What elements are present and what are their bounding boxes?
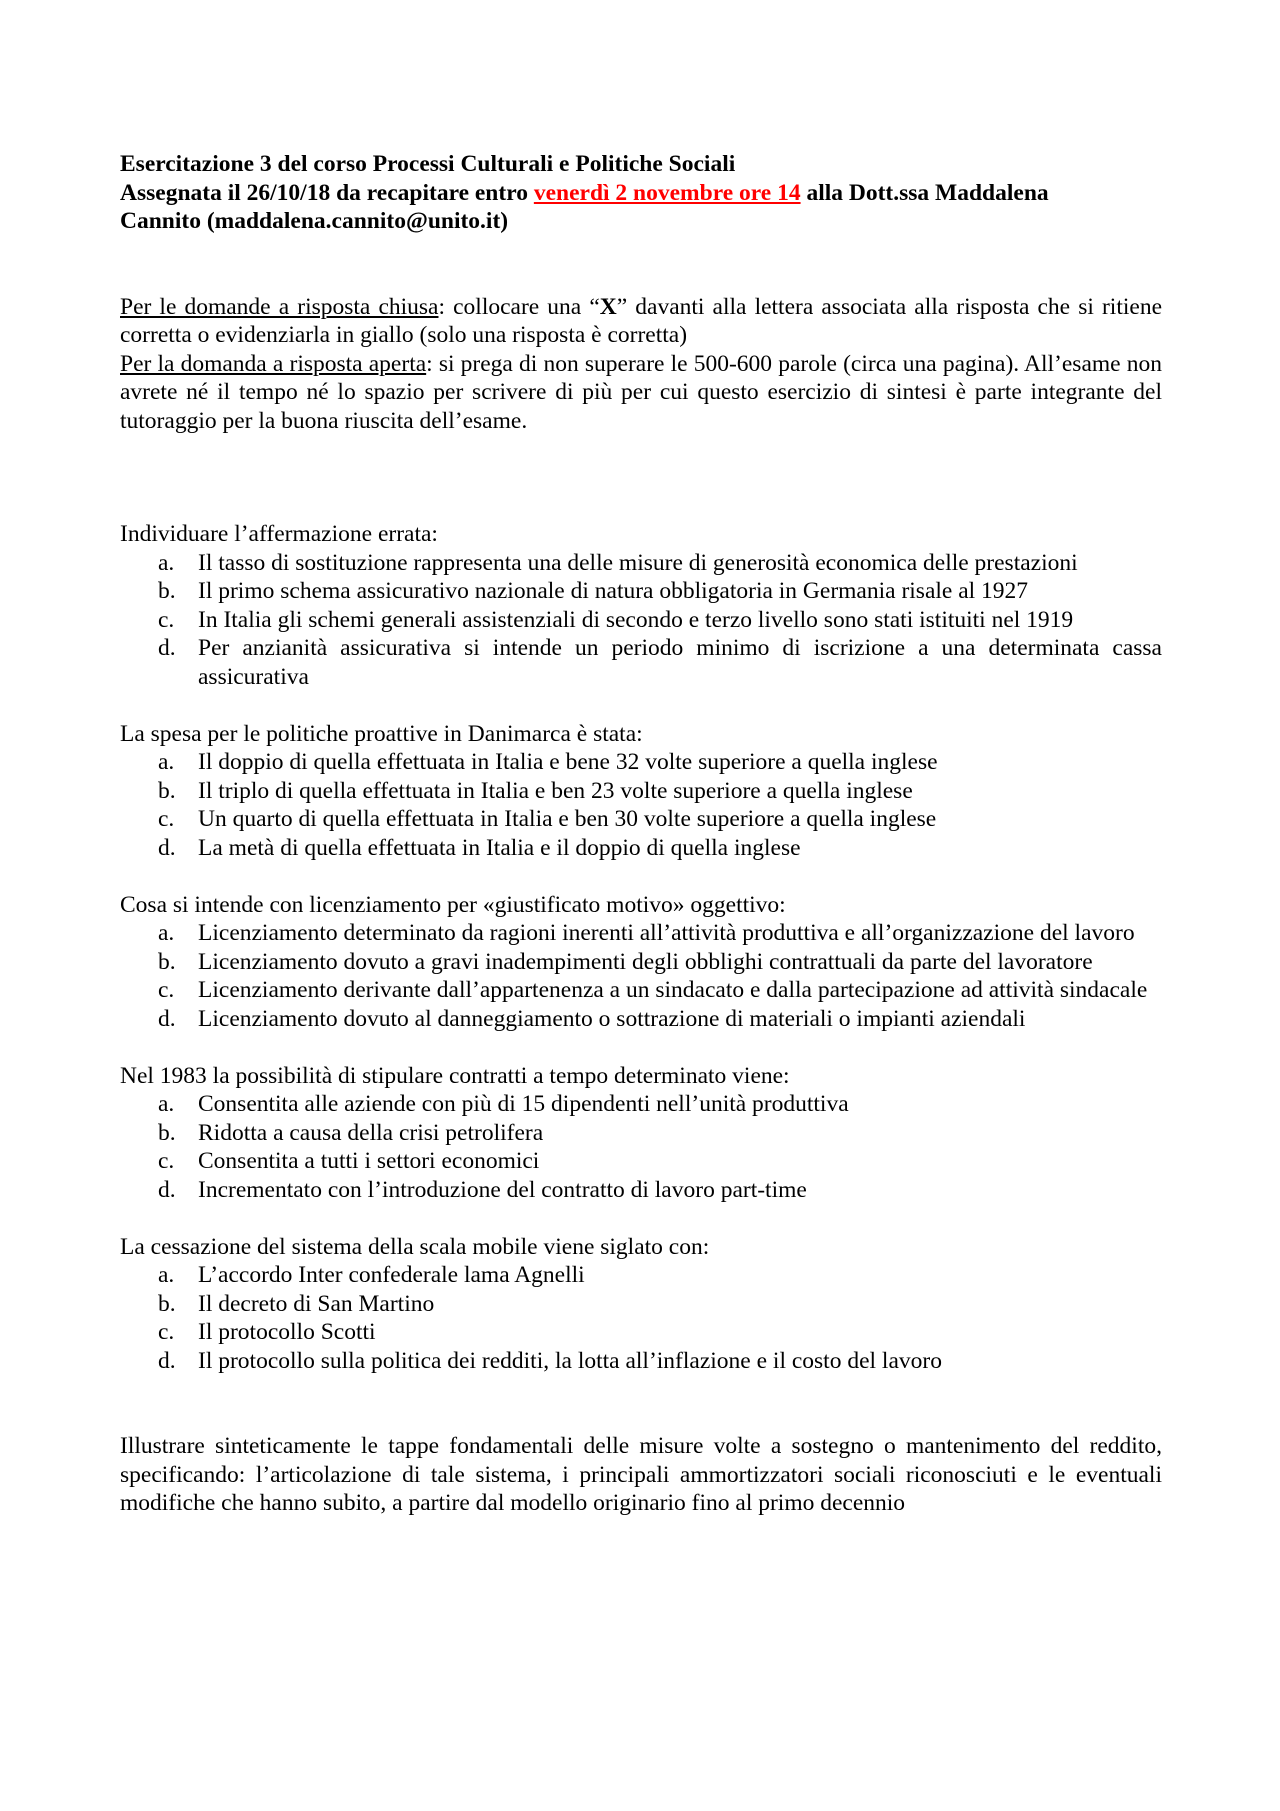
option-text: La metà di quella effettuata in Italia e il doppio di quella inglese <box>198 834 801 861</box>
header-title: Esercitazione 3 del corso Processi Culturali e Politiche Sociali <box>120 151 736 177</box>
option-letter: d. <box>158 834 176 861</box>
option-text: Licenziamento dovuto al danneggiamento o sottrazione di materiali o impianti aziendali <box>198 1005 1026 1032</box>
option-letter: c. <box>158 606 175 633</box>
option-text: Il doppio di quella effettuata in Italia e bene 32 volte superiore a quella inglese <box>198 749 938 775</box>
option-a <box>120 748 1162 777</box>
options-list <box>120 1261 1162 1375</box>
option-letter: b. <box>158 1290 176 1317</box>
option-letter: d. <box>158 635 176 661</box>
option-letter: d. <box>158 1176 176 1203</box>
instructions-open-label: Per la domanda a risposta aperta <box>120 350 427 377</box>
option-letter: a. <box>158 549 175 576</box>
option-c <box>120 1318 1162 1347</box>
options-list <box>120 1090 1162 1204</box>
header-assignment-suffix: alla Dott.ssa Maddalena <box>800 179 1049 206</box>
option-text: Licenziamento determinato da ragioni inerenti all’attività produttiva e all’organizzazione del lavoro <box>198 920 1135 946</box>
option-text: Un quarto di quella effettuata in Italia e ben 30 volte superiore a quella inglese <box>198 806 937 832</box>
question-3 <box>120 891 1162 1034</box>
option-a <box>120 1261 1162 1290</box>
question-text: Individuare l’affermazione errata: <box>120 521 438 547</box>
instructions-closed-label: Per le domande a risposta chiusa <box>120 293 439 320</box>
option-text: Il primo schema assicurativo nazionale di natura obbligatoria in Germania risale al 1927 <box>198 578 1029 604</box>
option-d <box>120 1347 1162 1376</box>
question-text: La cessazione del sistema della scala mobile viene siglato con: <box>120 1233 710 1260</box>
option-d <box>120 834 1162 863</box>
question-text: Nel 1983 la possibilità di stipulare contratti a tempo determinato viene: <box>120 1062 790 1089</box>
question-5 <box>120 1233 1162 1376</box>
option-d <box>120 1005 1162 1034</box>
option-letter: a. <box>158 749 175 775</box>
option-letter: a. <box>158 1091 175 1117</box>
option-c <box>120 976 1162 1005</box>
option-letter: a. <box>158 1262 175 1288</box>
option-text: Licenziamento dovuto a gravi inadempimenti degli obblighi contrattuali da parte del lavoratore <box>198 948 1093 975</box>
document-header <box>120 150 1162 236</box>
deadline-text: venerdì 2 novembre ore 14 <box>533 179 801 206</box>
option-c <box>120 606 1162 635</box>
option-text: Il protocollo sulla politica dei redditi, la lotta all’inflazione e il costo del lavoro <box>198 1347 942 1374</box>
option-text: Per anzianità assicurativa si intende un periodo minimo di iscrizione a una determinata cassa assicurativa <box>198 635 1162 690</box>
option-b <box>120 948 1162 977</box>
option-text: L’accordo Inter confederale lama Agnelli <box>198 1262 585 1288</box>
options-list <box>120 549 1162 692</box>
option-text: Consentita a tutti i settori economici <box>198 1148 540 1174</box>
option-text: Consentita alle aziende con più di 15 dipendenti nell’unità produttiva <box>198 1091 849 1117</box>
question-2 <box>120 720 1162 863</box>
option-letter: c. <box>158 977 175 1003</box>
option-b <box>120 777 1162 806</box>
option-b <box>120 1290 1162 1319</box>
option-letter: b. <box>158 1119 176 1146</box>
question-1 <box>120 520 1162 691</box>
option-a <box>120 1090 1162 1119</box>
header-assignment-prefix: Assegnata il 26/10/18 da recapitare entro <box>120 179 534 206</box>
option-letter: d. <box>158 1005 176 1032</box>
options-list <box>120 748 1162 862</box>
instructions <box>120 293 1162 436</box>
option-letter: c. <box>158 806 175 832</box>
option-a <box>120 549 1162 578</box>
option-c <box>120 805 1162 834</box>
option-b <box>120 577 1162 606</box>
option-text: Il triplo di quella effettuata in Italia e ben 23 volte superiore a quella inglese <box>198 777 913 804</box>
question-text: La spesa per le politiche proattive in Danimarca è stata: <box>120 720 643 747</box>
option-text: Incrementato con l’introduzione del contratto di lavoro part-time <box>198 1176 807 1203</box>
header-contact: Cannito (maddalena.cannito@unito.it) <box>120 208 509 234</box>
open-question-text: Illustrare sinteticamente le tappe fondamentali delle misure volte a sostegno o mantenimento del reddito, specificando: l’articolazione di tale sistema, i principali ammortizzatori sociali riconosciuti e le eventuali modifiche che hanno subito, a partire dal modello originario fino al primo decennio <box>120 1433 1162 1516</box>
option-text: Il protocollo Scotti <box>198 1319 376 1345</box>
instructions-open <box>120 350 1162 436</box>
option-letter: b. <box>158 578 176 604</box>
option-text: Licenziamento derivante dall’appartenenza a un sindacato e dalla partecipazione ad attività sindacale <box>198 977 1148 1003</box>
option-letter: b. <box>158 948 176 975</box>
option-text: Ridotta a causa della crisi petrolifera <box>198 1119 544 1146</box>
instructions-open-text: : si prega di non superare le 500-600 parole (circa una pagina). All’esame non avrete né il tempo né lo spazio per scrivere di più per cui questo esercizio di sintesi è parte integrante del tutoraggio per la buona riuscita dell’esame. <box>120 350 1162 434</box>
question-4 <box>120 1062 1162 1205</box>
option-letter: d. <box>158 1347 176 1374</box>
option-d <box>120 1176 1162 1205</box>
option-letter: c. <box>158 1148 175 1174</box>
option-c <box>120 1147 1162 1176</box>
instructions-closed-text-1: : collocare una “ <box>438 293 600 320</box>
options-list <box>120 919 1162 1033</box>
question-text: Cosa si intende con licenziamento per «giustificato motivo» oggettivo: <box>120 891 786 918</box>
option-text: Il decreto di San Martino <box>198 1290 435 1317</box>
option-text: In Italia gli schemi generali assistenziali di secondo e terzo livello sono stati istituiti nel 1919 <box>198 606 1074 633</box>
instructions-closed-text-2: ” davanti alla lettera associata alla risposta che si ritiene corretta o evidenziarla in giallo (solo una risposta è corretta) <box>120 293 1163 348</box>
header-assignment <box>120 179 1162 208</box>
option-letter: c. <box>158 1319 175 1345</box>
instructions-closed-x: X <box>599 293 617 320</box>
option-b <box>120 1119 1162 1148</box>
instructions-closed <box>120 293 1162 350</box>
document-page <box>120 150 1162 1541</box>
option-d <box>120 634 1162 691</box>
option-letter: a. <box>158 920 175 946</box>
option-text: Il tasso di sostituzione rappresenta una delle misure di generosità economica delle prestazioni <box>198 549 1078 576</box>
option-a <box>120 919 1162 948</box>
option-letter: b. <box>158 777 176 804</box>
